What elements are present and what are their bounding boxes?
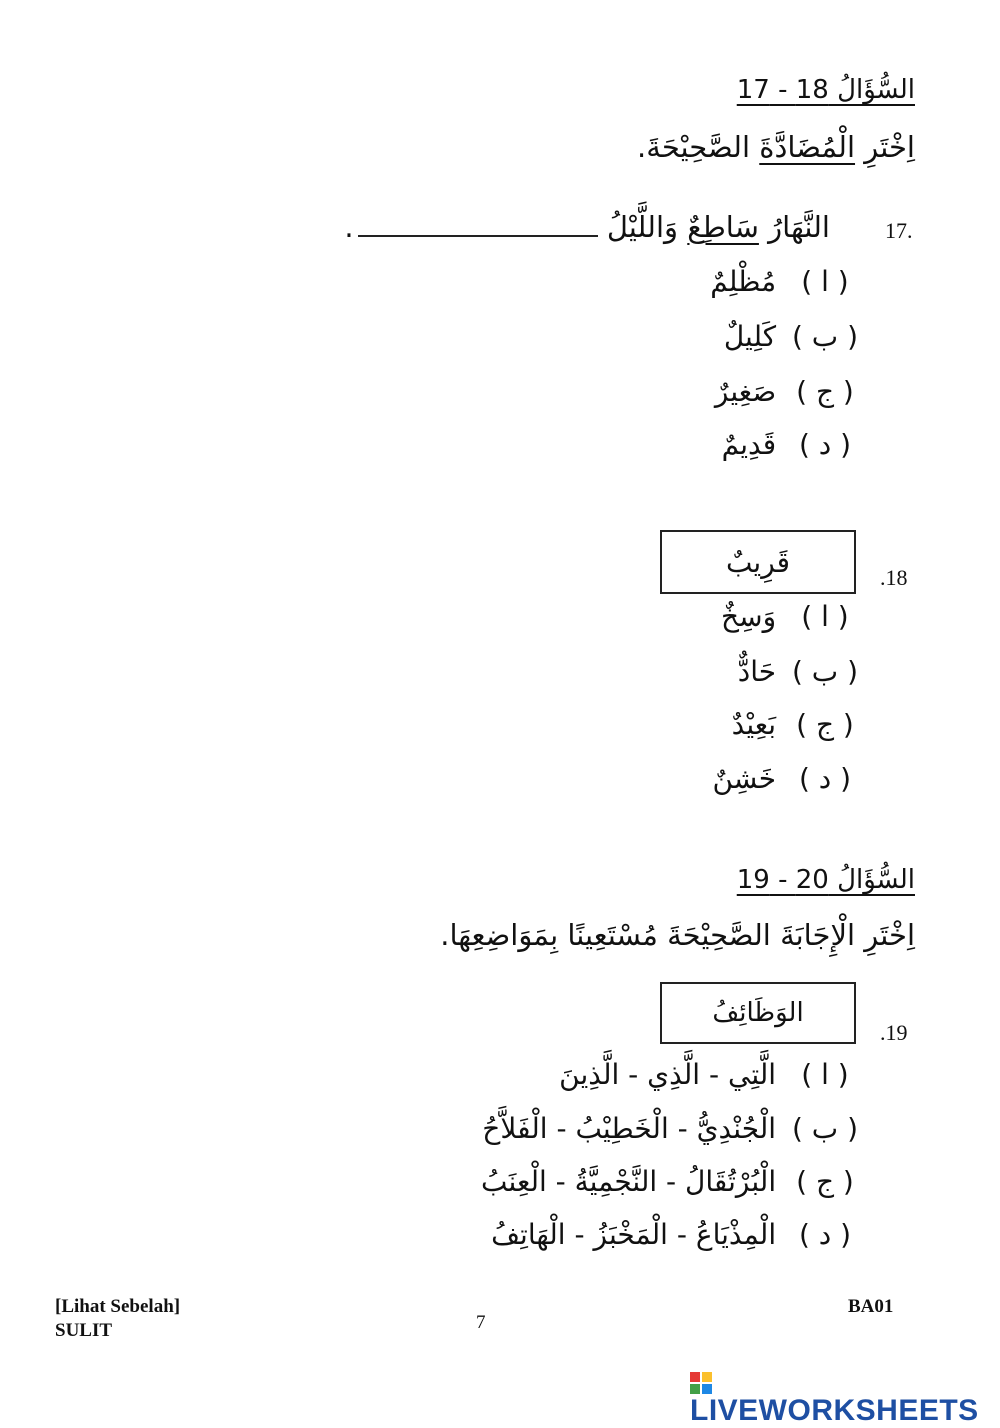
question-number-17: 17. (885, 218, 913, 243)
section-heading-17-18: السُّؤَالُ 18 - 17 (736, 75, 915, 105)
q19-option-b[interactable] (482, 1112, 865, 1145)
option-label: ( ب ) (791, 655, 858, 688)
footer-confidential: SULIT (55, 1320, 113, 1341)
stem-word-night: وَاللَّيْلُ (606, 210, 679, 244)
option-label: ( د ) (798, 1218, 852, 1251)
option-label: ( ج ) (796, 375, 854, 408)
stem-period: . (344, 210, 354, 244)
option-text: الْمِذْيَاعُ - الْمَخْبَزُ - الْهَاتِفُ (491, 1218, 777, 1251)
q19-word-box (660, 982, 856, 1044)
stem-keyword: سَاطِعٌ (687, 210, 759, 244)
option-text: خَشِنٌ (712, 762, 777, 795)
option-text: حَادٌّ (737, 655, 777, 688)
logo-squares-icon (690, 1372, 712, 1394)
option-text: الْجُنْدِيُّ - الْخَطِيْبُ - الْفَلاَّحُ (482, 1112, 777, 1145)
q18-option-d[interactable] (712, 762, 865, 795)
option-text: بَعِيْدٌ (731, 708, 777, 741)
option-label: ( د ) (798, 762, 852, 795)
question-number-18: .18 (880, 565, 908, 590)
q17-option-a[interactable] (710, 265, 865, 298)
q17-option-b[interactable] (724, 320, 865, 353)
option-label: ( ب ) (791, 1112, 858, 1145)
q19-option-a[interactable] (559, 1058, 865, 1091)
option-text: كَلِيلٌ (723, 320, 777, 353)
q18-option-b[interactable] (738, 655, 865, 688)
q19-option-d[interactable] (491, 1218, 865, 1251)
option-text: مُظْلِمٌ (710, 265, 777, 298)
instruction-antonym (637, 130, 915, 164)
question-17-stem (344, 210, 830, 244)
instruction-context: اِخْتَرِ الْإِجَابَةَ الصَّحِيْحَةَ مُسْتَعِينًا بِمَوَاضِعِهَا. (440, 918, 915, 952)
q19-option-c[interactable] (481, 1165, 865, 1198)
option-label: ( د ) (798, 428, 852, 461)
instruction-word-choose: اِخْتَرِ (864, 130, 915, 164)
option-text: الَّتِي - الَّذِي - الَّذِينَ (559, 1058, 777, 1091)
instruction-keyword: الْمُضَادَّةَ (759, 130, 856, 164)
box-word: قَرِيبٌ (725, 545, 791, 579)
q18-option-c[interactable] (732, 708, 865, 741)
option-text: وَسِخٌ (721, 600, 777, 633)
page-number: 7 (476, 1312, 486, 1333)
q17-option-d[interactable] (722, 428, 865, 461)
option-label: ( ب ) (791, 320, 858, 353)
option-label: ( ج ) (796, 708, 854, 741)
q18-option-a[interactable] (721, 600, 865, 633)
option-label: ( ا ) (801, 1058, 849, 1091)
instruction-word-correct: الصَّحِيْحَةَ. (637, 130, 751, 164)
option-text: صَغِيرٌ (714, 375, 777, 408)
q18-word-box (660, 530, 856, 594)
box-word: الوَظَائِفُ (712, 998, 804, 1028)
section-heading-19-20: السُّؤَالُ 20 - 19 (736, 865, 915, 895)
option-label: ( ا ) (801, 265, 849, 298)
footer-turn-page: [Lihat Sebelah] (55, 1296, 181, 1317)
question-number-19: .19 (880, 1020, 908, 1045)
brand-text: LIVEWORKSHEETS (690, 1394, 979, 1427)
option-text: الْبُرْتُقَالُ - النَّجْمِيَّةُ - الْعِنَبُ (481, 1165, 777, 1198)
paper-code: BA01 (848, 1296, 894, 1317)
option-label: ( ا ) (801, 600, 849, 633)
q17-option-c[interactable] (715, 375, 865, 408)
option-text: قَدِيمٌ (721, 428, 777, 461)
stem-word-day: النَّهَارُ (768, 210, 830, 244)
liveworksheets-logo (690, 1372, 1000, 1428)
option-label: ( ج ) (796, 1165, 854, 1198)
answer-blank[interactable] (358, 235, 598, 237)
